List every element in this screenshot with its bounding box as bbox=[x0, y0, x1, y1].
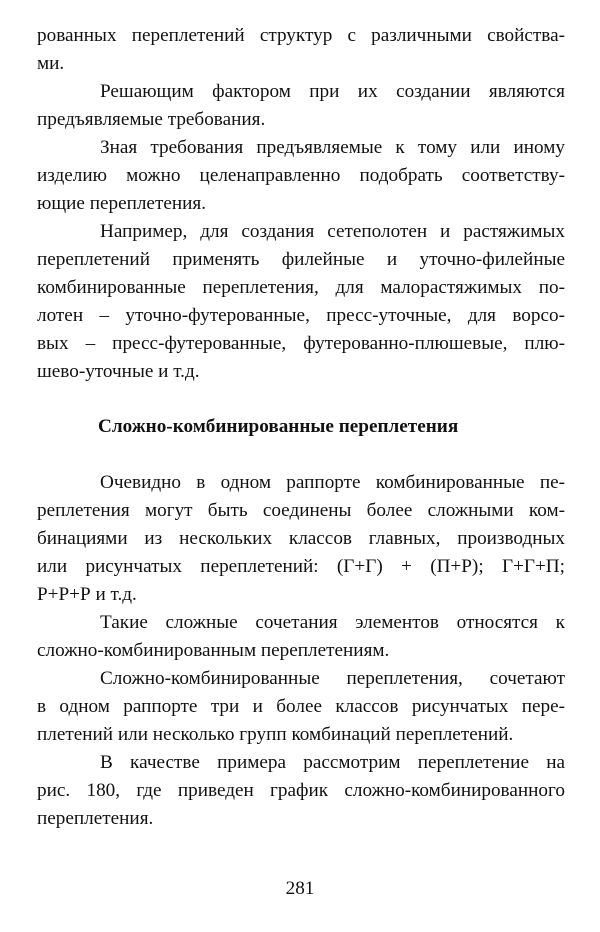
text-line: В качестве примера рассмотрим переплетение на bbox=[100, 752, 565, 773]
text-line: комбинированные переплетения, для малорастяжимых по- bbox=[37, 277, 565, 298]
text-line: Такие сложные сочетания элементов относятся к bbox=[100, 612, 565, 633]
text-line: рованных переплетений структур с различными свойства- bbox=[37, 25, 565, 46]
spacer bbox=[37, 441, 565, 469]
paragraph bbox=[37, 609, 565, 665]
text-line: в одном раппорте три и более классов рисунчатых пере- bbox=[37, 696, 565, 717]
paragraph bbox=[37, 749, 565, 833]
section-heading: Сложно-комбинированные переплетения bbox=[98, 416, 459, 437]
spacer bbox=[37, 386, 565, 413]
text-line: Решающим фактором при их создании являются bbox=[100, 81, 565, 102]
text-line: реплетения могут быть соединены более сложными ком- bbox=[37, 500, 565, 521]
text-line: Например, для создания сетеполотен и растяжимых bbox=[100, 221, 565, 242]
text-line: или рисунчатых переплетений: (Г+Г) + (П+Р); Г+Г+П; bbox=[37, 556, 565, 577]
text-line: вых – пресс-футерованные, футерованно-плюшевые, плю- bbox=[37, 333, 565, 354]
paragraph bbox=[37, 469, 565, 609]
paragraph bbox=[37, 134, 565, 218]
text-line: переплетений применять филейные и уточно-филейные bbox=[37, 249, 565, 270]
text-line: изделию можно целенаправленно подобрать соответству- bbox=[37, 165, 565, 186]
page-number: 281 bbox=[285, 878, 315, 899]
paragraph bbox=[37, 78, 565, 134]
text-line: ми. bbox=[37, 53, 65, 74]
paragraph-continued bbox=[37, 22, 565, 78]
page-body bbox=[37, 22, 565, 833]
text-line: Очевидно в одном раппорте комбинированные пе- bbox=[100, 472, 565, 493]
text-line: бинациями из нескольких классов главных, производных bbox=[37, 528, 565, 549]
paragraph bbox=[37, 665, 565, 749]
text-line: плетений или несколько групп комбинаций переплетений. bbox=[37, 724, 514, 745]
text-line: Зная требования предъявляемые к тому или иному bbox=[100, 137, 565, 158]
text-line: Сложно-комбинированные переплетения, сочетают bbox=[100, 668, 565, 689]
text-line: сложно-комбинированным переплетениям. bbox=[37, 640, 390, 661]
text-line: переплетения. bbox=[37, 808, 154, 829]
paragraph bbox=[37, 218, 565, 386]
text-line: лотен – уточно-футерованные, пресс-уточные, для ворсо- bbox=[37, 305, 565, 326]
text-line: ющие переплетения. bbox=[37, 193, 207, 214]
text-line: шево-уточные и т.д. bbox=[37, 361, 200, 382]
text-line: Р+Р+Р и т.д. bbox=[37, 584, 137, 605]
text-line: предъявляемые требования. bbox=[37, 109, 266, 130]
text-line: рис. 180, где приведен график сложно-комбинированного bbox=[37, 780, 565, 801]
